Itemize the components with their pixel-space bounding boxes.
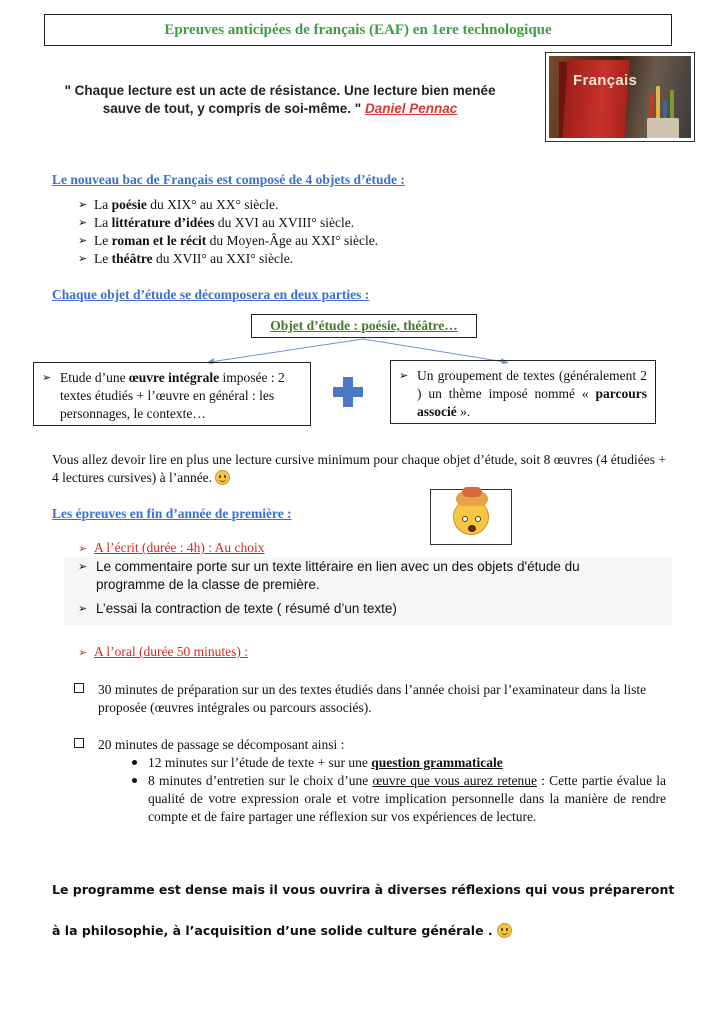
- written-item-commentary: ➢ Le commentaire porte sur un texte littéraire en lien avec un des objets d'étude du programme de la classe de première.: [78, 559, 580, 592]
- oral-exam-label: ➢ A l’oral (durée 50 minutes) :: [78, 644, 249, 659]
- arrow-bullet-icon: ➢: [78, 235, 88, 247]
- section1-heading: Le nouveau bac de Français est composé de 4 objets d’étude :: [52, 172, 405, 187]
- arrow-bullet-icon: ➢: [78, 647, 88, 659]
- list-item: ➢ La littérature d’idées du XVI au XVIII° siècle.: [78, 215, 355, 230]
- list-item: 12 minutes sur l’étude de texte + sur une question grammaticale: [132, 754, 666, 772]
- arrow-bullet-icon: ➢: [399, 370, 409, 382]
- conclusion-line-2: à la philosophie, à l’acquisition d’une solide culture générale .: [52, 923, 512, 938]
- written-item-essay: ➢ L’essai la contraction de texte ( résumé d’un texte): [78, 601, 397, 616]
- quote-text: " Chaque lecture est un acte de résistance. Une lecture bien menée sauve de tout, y compris de soi-même. ": [64, 83, 496, 116]
- integral-work-box: ➢ Etude d’une œuvre intégrale imposée : 2 textes étudiés + l’œuvre en général : les personnages, le contexte…: [33, 362, 311, 426]
- oral-passage-item: 20 minutes de passage se décomposant ainsi :: [74, 736, 666, 754]
- section2-heading: Chaque objet d’étude se décomposera en deux parties :: [52, 287, 370, 302]
- oral-sub-list: [132, 754, 666, 826]
- written-exam-label: ➢ A l’écrit (durée : 4h) : Au choix: [78, 540, 265, 555]
- smiley-icon: [497, 923, 512, 938]
- conclusion-line-1: Le programme est dense mais il vous ouvrira à diverses réflexions qui vous prépareront: [52, 882, 675, 897]
- quote-author: Daniel Pennac: [364, 101, 458, 116]
- arrow-bullet-icon: ➢: [78, 603, 88, 615]
- connector-arrows: [0, 0, 724, 400]
- checkbox-icon: [74, 683, 84, 693]
- book-cover-title: Français: [573, 72, 638, 89]
- list-item: ➢ Le théâtre du XVII° au XXI° siècle.: [78, 251, 294, 266]
- cursive-reading-paragraph: Vous allez devoir lire en plus une lecture cursive minimum pour chaque objet d’étude, soit 8 œuvres (4 étudiées + 4 lectures cursives) à l’année.: [52, 452, 666, 485]
- checkbox-icon: [74, 738, 84, 748]
- page-title: Epreuves anticipées de français (EAF) en 1ere technologique: [164, 21, 552, 38]
- list-item: ➢ La poésie du XIX° au XX° siècle.: [78, 197, 279, 212]
- plus-icon: [333, 377, 363, 407]
- exploding-head-emoji: [430, 489, 512, 545]
- associated-path-box: ➢ Un groupement de textes (généralement 2 ) un thème imposé nommé « parcours associé ».: [390, 360, 656, 424]
- list-item: 8 minutes d’entretien sur le choix d’une œuvre que vous aurez retenue : Cette partie évalue la qualité de votre expression orale et votre implication personnelle dans la manière de rendre compte et de faire partager une réflexion sur vos expériences de lecture.: [132, 772, 666, 826]
- arrow-bullet-icon: ➢: [78, 217, 88, 229]
- arrow-bullet-icon: ➢: [78, 543, 88, 555]
- object-study-label: Objet d’étude : poésie, théâtre…: [270, 318, 458, 333]
- arrow-bullet-icon: ➢: [78, 199, 88, 211]
- arrow-bullet-icon: ➢: [78, 253, 88, 265]
- section3-heading: Les épreuves en fin d’année de première :: [52, 506, 292, 521]
- list-item: ➢ Le roman et le récit du Moyen-Âge au XXI° siècle.: [78, 233, 379, 248]
- smiley-icon: [215, 470, 230, 485]
- arrow-bullet-icon: ➢: [78, 561, 88, 573]
- oral-prep-item: 30 minutes de préparation sur un des textes étudiés dans l’année choisi par l’examinateur dans la liste proposée (œuvres intégrales ou parcours associés).: [74, 681, 666, 717]
- arrow-bullet-icon: ➢: [42, 372, 52, 384]
